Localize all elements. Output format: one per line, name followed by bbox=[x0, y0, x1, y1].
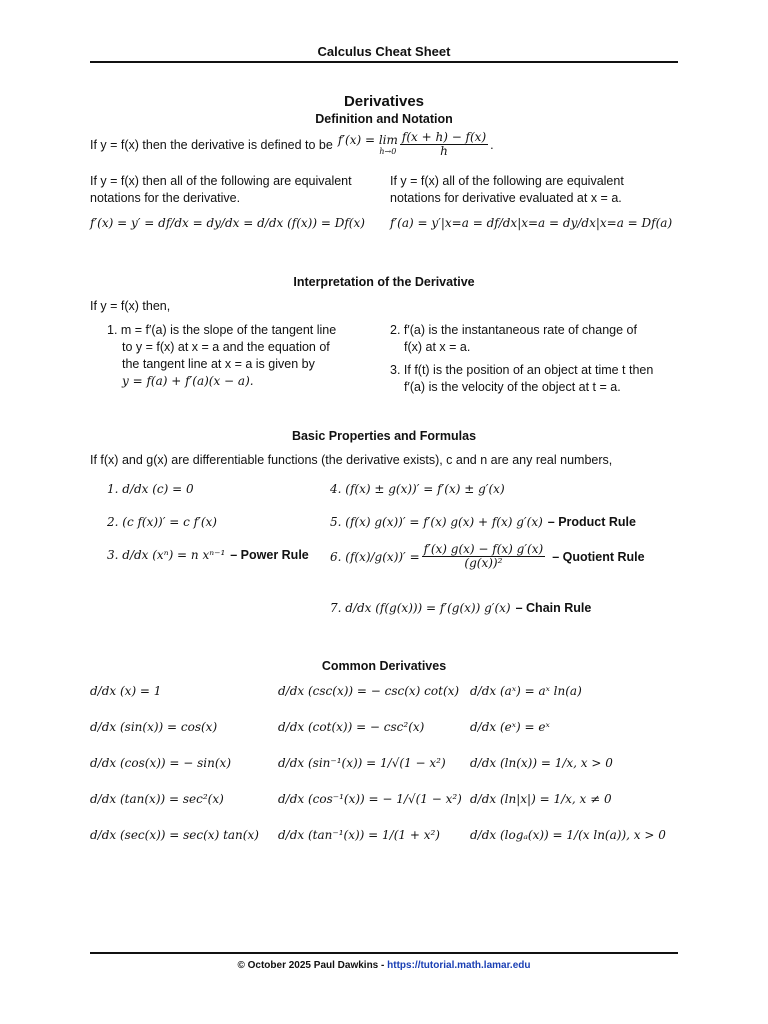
common-derivative: d/dx (cos⁻¹(x)) = − 1/√(1 − x²) bbox=[278, 792, 462, 806]
limit-subscript: h→0 bbox=[379, 147, 397, 156]
item1-line1: 1. m = f′(a) is the slope of the tangent line bbox=[107, 323, 337, 337]
property-4: 4. (f(x) ± g(x))′ = f′(x) ± g′(x) bbox=[330, 482, 505, 496]
property-7 bbox=[330, 601, 591, 615]
definition-text: If y = f(x) then the derivative is defined to be bbox=[90, 137, 333, 152]
notation-left-formula: f′(x) = y′ = df/dx = dy/dx = d/dx (f(x)) = Df(x) bbox=[90, 216, 365, 230]
common-derivative: d/dx (aˣ) = aˣ ln(a) bbox=[470, 684, 582, 698]
interpretation-intro: If y = f(x) then, bbox=[90, 299, 171, 313]
item1-line4: y = f(a) + f′(a)(x − a). bbox=[122, 374, 254, 388]
definition-formula: f′(x) = lim bbox=[337, 133, 398, 147]
common-derivative: d/dx (eˣ) = eˣ bbox=[470, 720, 550, 734]
notation-left-line2: notations for the derivative. bbox=[90, 191, 241, 205]
notation-left bbox=[90, 173, 365, 232]
definition-limit bbox=[338, 133, 398, 156]
common-column-1 bbox=[90, 684, 259, 864]
property-7-formula: 7. d/dx (f(g(x))) = f′(g(x)) g′(x) bbox=[330, 601, 511, 615]
subsection-title-definition: Definition and Notation bbox=[315, 112, 453, 126]
fraction-numerator: f(x + h) − f(x) bbox=[401, 130, 487, 144]
definition-line: If y = f(x) then the derivative is defined to be f′(x) = lim h→0 $\frac{f(x + h) - f(x)}{h}$ . bbox=[90, 130, 494, 158]
common-derivative: d/dx (ln(x)) = 1/x, x > 0 bbox=[470, 756, 613, 770]
interpretation-item-1 bbox=[107, 322, 336, 390]
chain-rule-label: – Chain Rule bbox=[515, 601, 592, 615]
common-column-3 bbox=[470, 684, 666, 864]
common-derivative: d/dx (tan(x)) = sec²(x) bbox=[90, 792, 224, 806]
notation-left-line1: If y = f(x) then all of the following are equivalent bbox=[90, 174, 352, 188]
common-column-2 bbox=[278, 684, 462, 864]
common-derivative: d/dx (cos(x)) = − sin(x) bbox=[90, 756, 231, 770]
interpretation-item-2 bbox=[390, 322, 637, 356]
common-derivative: d/dx (sin(x)) = cos(x) bbox=[90, 720, 218, 734]
interpretation-item-3 bbox=[390, 362, 653, 396]
property-5 bbox=[330, 515, 636, 529]
footer-divider bbox=[90, 952, 678, 954]
footer-copyright: © October 2025 Paul Dawkins - bbox=[237, 960, 388, 971]
quotient-denominator: (g(x))² bbox=[464, 556, 503, 570]
notation-right-formula: f′(a) = y′|x=a = df/dx|x=a = dy/dx|x=a = Df(a) bbox=[390, 216, 673, 230]
property-3 bbox=[107, 548, 309, 562]
subsection-title-properties: Basic Properties and Formulas bbox=[291, 429, 477, 443]
notation-right-line1: If y = f(x) all of the following are equivalent bbox=[390, 174, 624, 188]
fraction-denominator: h bbox=[440, 144, 448, 158]
footer-link[interactable]: https://tutorial.math.lamar.edu bbox=[387, 960, 531, 971]
item2-line2: f(x) at x = a. bbox=[404, 340, 471, 354]
page-header-title: Calculus Cheat Sheet bbox=[317, 44, 451, 59]
notation-right bbox=[390, 173, 672, 232]
common-derivative: d/dx (logₐ(x)) = 1/(x ln(a)), x > 0 bbox=[470, 828, 666, 842]
item3-line2: f′(a) is the velocity of the object at t = a. bbox=[404, 380, 621, 394]
common-derivative: d/dx (x) = 1 bbox=[90, 684, 162, 698]
properties-intro: If f(x) and g(x) are differentiable functions (the derivative exists), c and n are any real numbers, bbox=[90, 453, 613, 467]
property-6-lhs: 6. (f(x)/g(x))′ = bbox=[330, 549, 420, 564]
quotient-rule-label: – Quotient Rule bbox=[552, 549, 645, 564]
quotient-numerator: f′(x) g(x) − f(x) g′(x) bbox=[423, 542, 544, 556]
property-5-formula: 5. (f(x) g(x))′ = f′(x) g(x) + f(x) g′(x) bbox=[330, 515, 543, 529]
common-derivative: d/dx (sec(x)) = sec(x) tan(x) bbox=[90, 828, 259, 842]
property-1: 1. d/dx (c) = 0 bbox=[107, 482, 194, 496]
common-derivative: d/dx (sin⁻¹(x)) = 1/√(1 − x²) bbox=[278, 756, 446, 770]
header-divider bbox=[90, 61, 678, 63]
footer bbox=[90, 960, 678, 971]
item3-line1: 3. If f(t) is the position of an object at time t then bbox=[390, 363, 654, 377]
item2-line1: 2. f′(a) is the instantaneous rate of change of bbox=[390, 323, 637, 337]
item1-line2: to y = f(x) at x = a and the equation of bbox=[122, 340, 330, 354]
subsection-title-interpretation: Interpretation of the Derivative bbox=[293, 275, 475, 289]
common-derivative: d/dx (tan⁻¹(x)) = 1/(1 + x²) bbox=[278, 828, 440, 842]
quotient-fraction bbox=[422, 543, 546, 570]
item1-line3: the tangent line at x = a is given by bbox=[122, 357, 315, 371]
product-rule-label: – Product Rule bbox=[547, 515, 636, 529]
power-rule-label: – Power Rule bbox=[230, 548, 309, 562]
property-2: 2. (c f(x))′ = c f′(x) bbox=[107, 515, 217, 529]
common-derivative: d/dx (csc(x)) = − csc(x) cot(x) bbox=[278, 684, 460, 698]
property-6 bbox=[330, 543, 645, 570]
common-derivative: d/dx (cot(x)) = − csc²(x) bbox=[278, 720, 425, 734]
notation-right-line2: notations for derivative evaluated at x = a. bbox=[390, 191, 622, 205]
section-title-derivatives: Derivatives bbox=[343, 93, 425, 110]
subsection-title-common: Common Derivatives bbox=[321, 659, 447, 673]
definition-fraction bbox=[400, 131, 488, 158]
property-3-formula: 3. d/dx (xⁿ) = n xⁿ⁻¹ bbox=[107, 548, 226, 562]
common-derivative: d/dx (ln|x|) = 1/x, x ≠ 0 bbox=[470, 792, 612, 806]
